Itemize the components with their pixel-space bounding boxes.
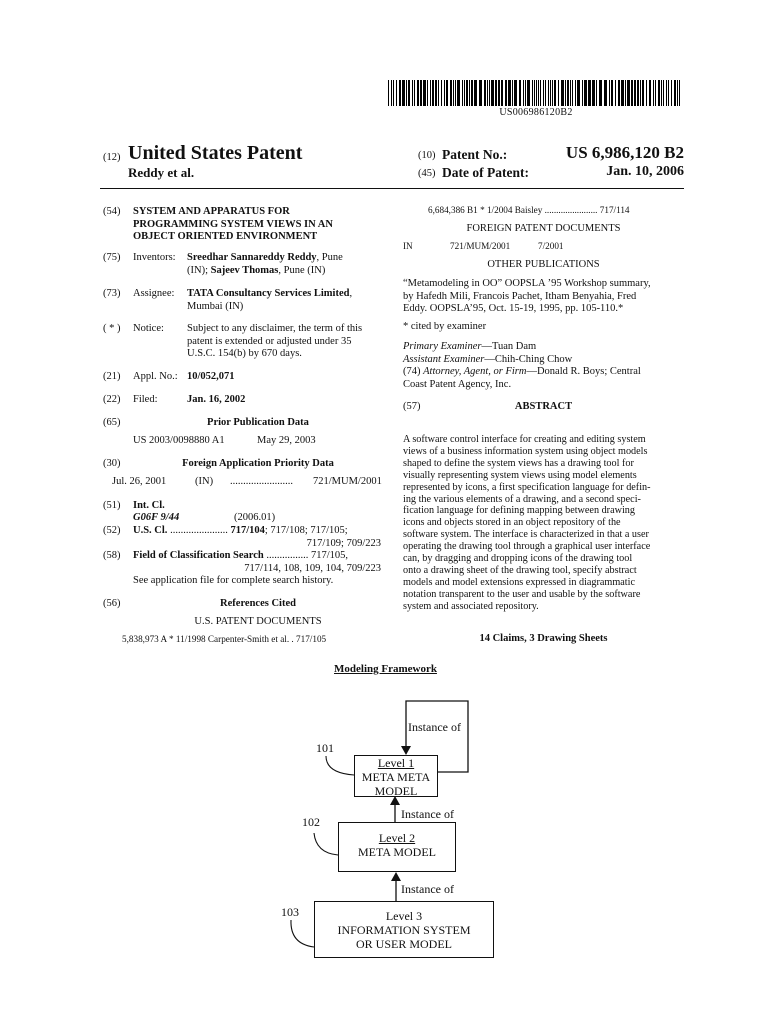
patent-title: SYSTEM AND APPARATUS FOR PROGRAMMING SYSTEM VIEWS IN AN OBJECT ORIENTED ENVIRONMENT — [133, 206, 333, 242]
foreign-date: Jul. 26, 2001 — [112, 476, 167, 487]
prior-date: May 29, 2003 — [257, 435, 316, 446]
foreign-doc-date: 7/2001 — [538, 241, 564, 251]
patent-number: US 6,986,120 B2 — [565, 143, 684, 162]
filed-label: Filed: — [133, 394, 158, 405]
abstract-line: software system. The interface is characterized in that a user — [403, 529, 649, 541]
foreign-number: 721/MUM/2001 — [313, 476, 382, 487]
refs-heading: References Cited — [220, 598, 296, 609]
inventors-code: (75) — [103, 252, 121, 263]
intcl-class: G06F 9/44 — [133, 512, 180, 523]
foreign-heading: Foreign Application Priority Data — [182, 458, 334, 469]
leader-102 — [314, 833, 338, 855]
arrow-head — [391, 872, 401, 881]
intcl-label: Int. Cl. — [133, 500, 165, 511]
field-code: (58) — [103, 550, 121, 561]
foreign-doc-country: IN — [403, 241, 413, 251]
abstract-line: can, by dragging and dropping icons of the drawing tool — [403, 553, 633, 565]
notice-text: Subject to any disclaimer, the term of this patent is extended or adjusted under 35 U.S.C. 154(b) by 670 days. — [187, 323, 363, 359]
abstract-line: icons and objects stored in an object repository of the — [403, 517, 621, 529]
assignee-code: (73) — [103, 288, 121, 299]
other-pub-entry: “Metamodeling in OO” OOPSLA ’95 Workshop summary, by Hafedh Mili, Francois Pachet, Itham Benyahia, Fred Eddy. OOPSLA’95, Oct. 15-19, 1995, pp. 105-110.* — [403, 278, 651, 314]
title-code: (54) — [103, 206, 121, 217]
foreign-doc-number: 721/MUM/2001 — [450, 241, 511, 251]
code-45: (45) — [418, 168, 436, 179]
abstract-line: system and associated repository. — [403, 600, 539, 612]
abstract-line: models and model extensions expressed in diagrammatic — [403, 576, 635, 588]
patent-date: Jan. 10, 2006 — [606, 164, 684, 179]
inventor-short: Reddy et al. — [128, 165, 195, 180]
ref-2: 6,684,386 B1 * 1/2004 Baisley ....................... 717/114 — [428, 205, 630, 215]
publication-number: US006986120B2 — [499, 107, 573, 118]
instance-of-low: Instance of — [401, 882, 454, 896]
uscl-code: (52) — [103, 525, 121, 536]
ref-1: 5,838,973 A * 11/1998 Carpenter-Smith et al. . 717/105 — [122, 634, 327, 644]
cited-by-examiner: * cited by examiner — [403, 321, 487, 332]
filed-code: (22) — [103, 394, 121, 405]
abstract-line: A software control interface for creating and editing system — [403, 434, 646, 445]
abstract-line: operating the drawing tool through a graphical user interface — [403, 541, 651, 553]
kind-code-12: (12) — [103, 152, 121, 163]
prior-code: (65) — [103, 417, 121, 428]
abstract-line: visually representing system views using model elements — [403, 469, 637, 481]
abstract-line: fication language for defining mapping between drawing — [403, 505, 635, 517]
intcl-code: (51) — [103, 500, 121, 511]
code-10: (10) — [418, 150, 436, 161]
foreign-code: (30) — [103, 458, 121, 469]
level-1-box: Level 1 META META MODEL — [354, 755, 438, 797]
ref-103: 103 — [281, 905, 299, 919]
filed-date: Jan. 16, 2002 — [187, 394, 246, 405]
level-2-box: Level 2 META MODEL — [338, 822, 456, 872]
notice-label: Notice: — [133, 323, 164, 334]
abstract-line: views of a business information system using object models — [403, 445, 648, 457]
ref-101: 101 — [316, 741, 334, 755]
abstract-line: ing the various elements of a drawing, and a second speci- — [403, 493, 641, 505]
arrow-head — [401, 746, 411, 755]
date-label: Date of Patent: — [442, 165, 529, 180]
abstract-line: notation transparent to the user and usable by the software — [403, 588, 641, 600]
instance-of-mid: Instance of — [401, 807, 454, 821]
field-value: Field of Classification Search ................ 717/105, 717/114, 108, 109, 104, 709/223 See application file for complete search history. — [133, 550, 381, 586]
us-docs-heading: U.S. PATENT DOCUMENTS — [194, 616, 322, 627]
intcl-version: (2006.01) — [234, 512, 276, 523]
level-3-box: Level 3 INFORMATION SYSTEM OR USER MODEL — [314, 901, 494, 958]
abstract-line: shaped to define the system views has a drawing tool for — [403, 457, 634, 469]
leader-103 — [291, 920, 314, 947]
foreign-country: (IN) — [195, 476, 214, 487]
ref-102: 102 — [302, 815, 320, 829]
appl-number: 10/052,071 — [187, 371, 235, 382]
assignee-label: Assignee: — [133, 288, 175, 299]
doc-type: United States Patent — [128, 142, 303, 164]
appl-label: Appl. No.: — [133, 371, 178, 382]
examiners: Primary Examiner—Tuan Dam Assistant Examiner—Chih-Ching Chow (74) Attorney, Agent, or Firm—Donald R. Boys; Central Coast Patent Agency, Inc. — [403, 341, 641, 390]
leader-101 — [326, 756, 354, 775]
abstract-line: onto a drawing sheet of the drawing tool, specify abstract — [403, 564, 637, 576]
foreign-dots: ........................ — [230, 476, 293, 487]
prior-heading: Prior Publication Data — [207, 417, 309, 428]
patent-no-label: Patent No.: — [442, 147, 508, 162]
figure-title: Modeling Framework — [334, 663, 437, 675]
refs-code: (56) — [103, 598, 121, 609]
assignee-value: TATA Consultancy Services Limited, Mumbai (IN) — [187, 288, 353, 312]
inventors-value: Sreedhar Sannareddy Reddy, Pune (IN); Sajeev Thomas, Pune (IN) — [187, 252, 343, 276]
claims-count: 14 Claims, 3 Drawing Sheets — [479, 633, 608, 644]
inventors-label: Inventors: — [133, 252, 176, 263]
prior-pub: US 2003/0098880 A1 — [133, 435, 225, 446]
foreign-docs-heading: FOREIGN PATENT DOCUMENTS — [466, 223, 621, 234]
abstract-line: represented by icons, a first specification language for defin- — [403, 481, 651, 493]
other-pubs-heading: OTHER PUBLICATIONS — [487, 259, 600, 270]
appl-code: (21) — [103, 371, 121, 382]
notice-code: ( * ) — [103, 323, 121, 334]
instance-of-top: Instance of — [408, 720, 461, 734]
abstract-heading: ABSTRACT — [514, 401, 573, 412]
uscl-value: U.S. Cl. ...................... 717/104; 717/108; 717/105; 717/109; 709/223 — [133, 525, 381, 549]
abstract-code: (57) — [403, 401, 421, 412]
